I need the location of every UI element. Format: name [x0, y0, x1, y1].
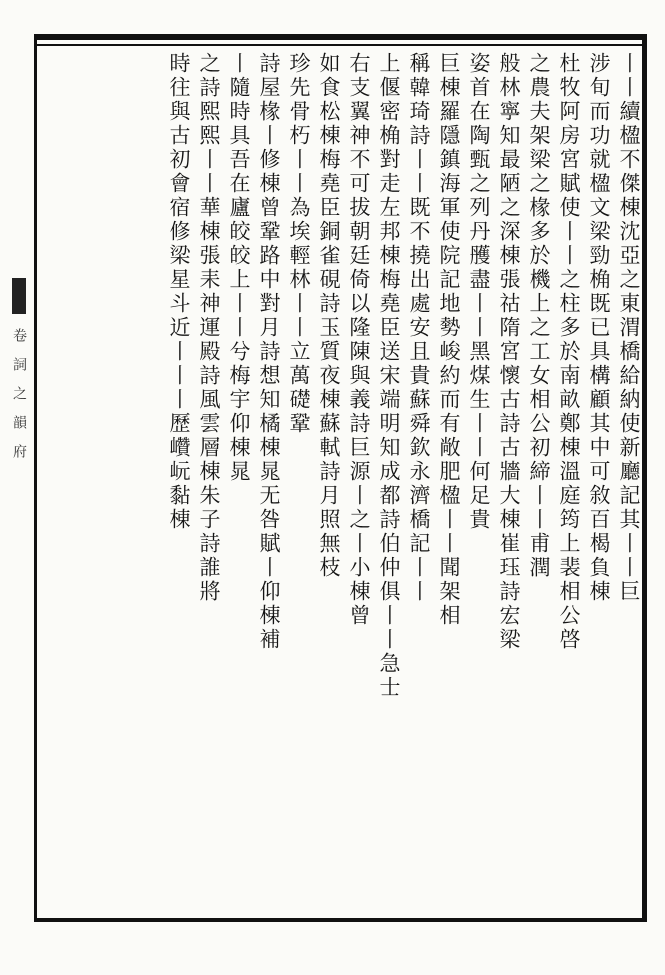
text-column: 杜牧阿房宮賦使丨丨之柱多於南畝鄭棟溫庭筠上裴相公啓 — [557, 52, 581, 652]
text-column: 涉旬而功就楹文梁勁桷既已具構顧其中可敘百楬負棟 — [587, 52, 611, 604]
margin-mark: 韻 — [11, 415, 27, 430]
text-column: 稱韓琦詩丨丨既不撓出處安且貴蘇舜欽永濟橋記丨丨 — [407, 52, 431, 604]
text-column: 之農夫架梁之椽多於機上之工女相公初締丨丨甫潤 — [527, 52, 551, 580]
text-column: 珍先骨朽丨丨為埃輕林丨丨立萬礎鞏 — [287, 52, 311, 436]
margin-gutter — [4, 48, 34, 908]
page-text — [44, 52, 644, 912]
text-column: 之詩熙熙丨丨華棟張耒神運殿詩風雲層棟朱子詩誰將 — [197, 52, 221, 604]
text-column: 姿首在陶甄之列丹雘盡丨丨黑煤生丨丨何足貴 — [467, 52, 491, 532]
top-border — [34, 34, 647, 40]
margin-mark: 之 — [11, 386, 27, 401]
bottom-border — [34, 918, 647, 922]
margin-mark: 府 — [11, 444, 27, 459]
top-inner-border — [34, 44, 647, 46]
margin-mark: 卷 — [11, 328, 27, 343]
text-column: 右支翼神不可拔朝廷倚以隆陳與義詩巨源丨之丨小棟曾 — [347, 52, 371, 628]
text-column: 時往與古初會宿修梁星斗近丨丨丨歷巑岏黏棟 — [167, 52, 191, 532]
text-column: 般林寧知最陋之深棟張祜隋宮懷古詩古牆大棟崔珏詩宏梁 — [497, 52, 521, 652]
margin-block — [12, 278, 26, 314]
text-column: 上偃密桷對走左邦棟梅堯臣送宋端明知成都詩伯仲俱丨丨急士 — [377, 52, 401, 700]
text-column: 如食松棟梅堯臣銅雀硯詩玉質夜棟蘇軾詩月照無枝 — [317, 52, 341, 580]
text-column: 丨丨續楹不傑棟沈亞之東渭橋給納使新廳記其丨丨巨 — [617, 52, 641, 604]
left-border — [34, 34, 37, 922]
text-column: 詩屋椽丨修棟曾鞏路中對月詩想知橘棟晁无咎賦丨仰棟補 — [257, 52, 281, 652]
margin-mark: 詞 — [11, 357, 27, 372]
text-column: 丨隨時具吾在廬皎皎上丨丨兮梅宇仰棟晁 — [227, 52, 251, 484]
text-column: 巨棟羅隱鎮海軍使院記地勢峻約而有敞肥楹丨丨聞架相 — [437, 52, 461, 628]
